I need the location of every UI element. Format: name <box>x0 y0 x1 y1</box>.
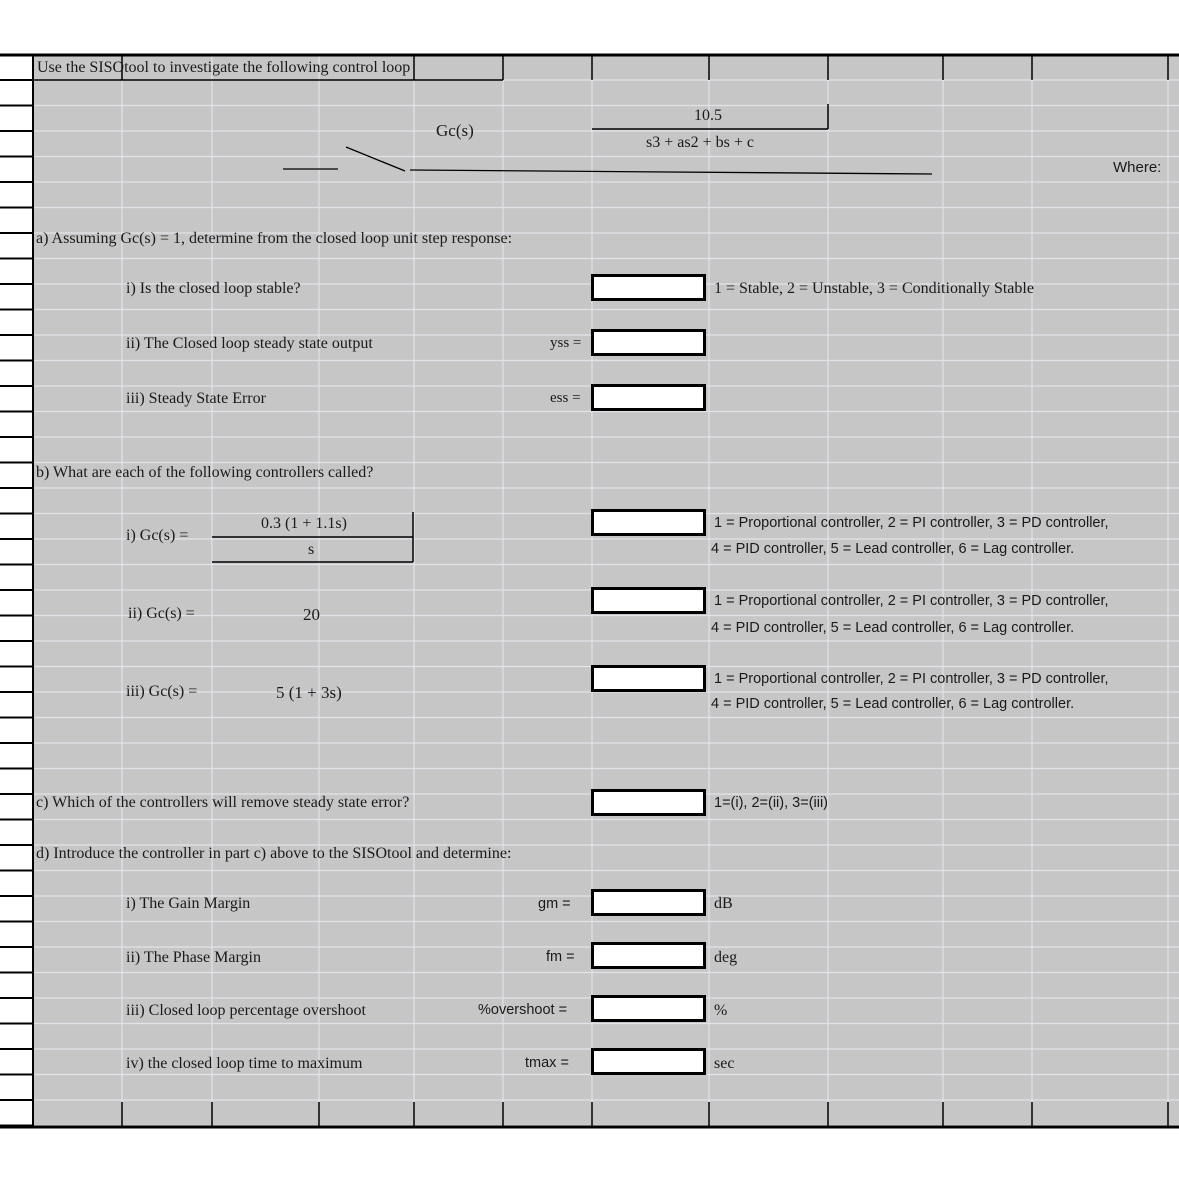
ess-answer-box[interactable] <box>591 384 706 411</box>
part-d-q2-label: ii) The Phase Margin <box>126 949 261 966</box>
overshoot-unit: % <box>714 1002 728 1019</box>
controller-label: Gc(s) <box>436 121 474 140</box>
part-d-q1-label: i) The Gain Margin <box>126 895 251 912</box>
controller-1-hint-line1: 1 = Proportional controller, 2 = PI controller, 3 = PD controller, <box>714 515 1109 531</box>
controller-1-answer-box[interactable] <box>591 509 706 536</box>
part-d-q4-label: iv) the closed loop time to maximum <box>126 1055 363 1072</box>
part-a-q2-label: ii) The Closed loop steady state output <box>126 335 373 352</box>
controller-2-expression: 20 <box>303 605 320 624</box>
controller-2-answer-box[interactable] <box>591 587 706 614</box>
part-b-q3-label: iii) Gc(s) = <box>126 683 198 700</box>
controller-3-hint-line2: 4 = PID controller, 5 = Lead controller, 6 = Lag controller. <box>711 696 1075 712</box>
fm-symbol: fm = <box>546 949 575 965</box>
controller-2-hint-line2: 4 = PID controller, 5 = Lead controller, 6 = Lag controller. <box>711 620 1075 636</box>
controller-3-answer-box[interactable] <box>591 665 706 692</box>
part-a-q1-label: i) Is the closed loop stable? <box>126 280 301 297</box>
yss-answer-box[interactable] <box>591 329 706 356</box>
controller-1-hint-line2: 4 = PID controller, 5 = Lead controller, 6 = Lag controller. <box>711 541 1075 557</box>
controller-2-hint-line1: 1 = Proportional controller, 2 = PI controller, 3 = PD controller, <box>714 593 1109 609</box>
where-label: Where: <box>1113 159 1162 176</box>
controller-3-hint-line1: 1 = Proportional controller, 2 = PI controller, 3 = PD controller, <box>714 671 1109 687</box>
part-b-q1-label: i) Gc(s) = <box>126 527 189 544</box>
gain-margin-unit: dB <box>714 895 733 912</box>
overshoot-symbol: %overshoot = <box>478 1002 568 1018</box>
tmax-unit: sec <box>714 1055 735 1072</box>
plant-numerator: 10.5 <box>694 107 722 124</box>
worksheet-title: Use the SISOtool to investigate the following control loop <box>37 59 411 76</box>
overshoot-answer-box[interactable] <box>591 995 706 1022</box>
part-d-heading: d) Introduce the controller in part c) above to the SISOtool and determine: <box>36 845 512 862</box>
gain-margin-answer-box[interactable] <box>591 889 706 916</box>
stability-hint: 1 = Stable, 2 = Unstable, 3 = Conditionally Stable <box>714 280 1034 297</box>
part-b-q2-label: ii) Gc(s) = <box>128 605 195 622</box>
controller-1-numerator: 0.3 (1 + 1.1s) <box>261 515 347 532</box>
stability-answer-box[interactable] <box>591 274 706 301</box>
part-d-q3-label: iii) Closed loop percentage overshoot <box>126 1002 366 1019</box>
yss-symbol: yss = <box>550 335 582 351</box>
phase-margin-unit: deg <box>714 949 738 966</box>
part-a-q3-label: iii) Steady State Error <box>126 390 266 407</box>
tmax-answer-box[interactable] <box>591 1048 706 1075</box>
part-a-heading: a) Assuming Gc(s) = 1, determine from the closed loop unit step response: <box>36 230 513 247</box>
plant-denominator: s3 + as2 + bs + c <box>646 134 754 151</box>
gm-symbol: gm = <box>538 896 571 912</box>
tmax-symbol: tmax = <box>525 1055 569 1071</box>
controller-3-expression: 5 (1 + 3s) <box>276 683 342 702</box>
phase-margin-answer-box[interactable] <box>591 942 706 969</box>
steady-state-controller-answer-box[interactable] <box>591 789 706 816</box>
part-c-heading: c) Which of the controllers will remove steady state error? <box>36 794 410 811</box>
ess-symbol: ess = <box>550 390 581 406</box>
part-b-heading: b) What are each of the following controllers called? <box>36 464 374 481</box>
part-c-hint: 1=(i), 2=(ii), 3=(iii) <box>714 795 829 811</box>
controller-1-denominator: s <box>308 541 315 558</box>
